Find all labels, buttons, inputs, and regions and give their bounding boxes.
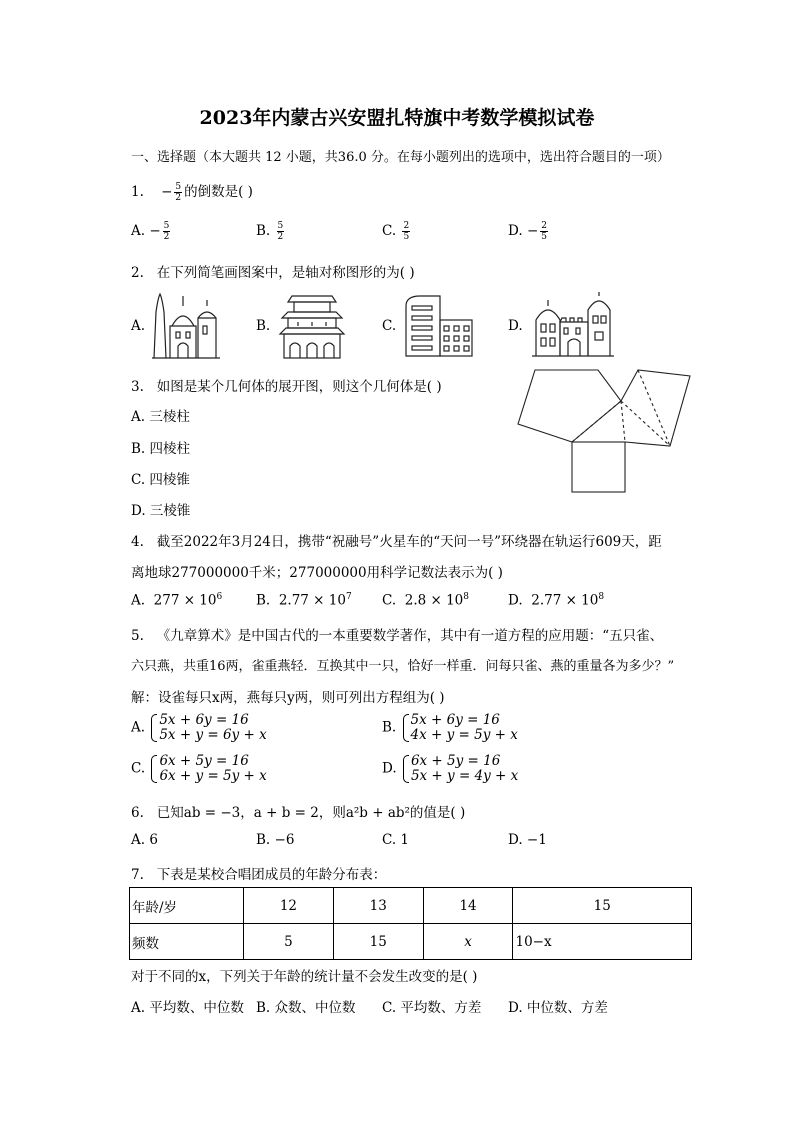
table-cell: 12 — [244, 888, 334, 924]
table-cell: 年龄/岁 — [130, 888, 244, 924]
table-cell: x — [423, 924, 513, 960]
q7-option-a[interactable]: A. 平均数、中位数 — [131, 1000, 244, 1016]
question-number: 1. — [131, 184, 144, 200]
q5-option-d[interactable]: D. 6x + 5y = 16 5x + y = 4y + x — [382, 753, 519, 784]
building-drawing-c[interactable] — [404, 292, 476, 360]
question-4-line2: 离地球277000000千米；277000000用科学记数法表示为( ) — [131, 565, 503, 581]
net-diagram — [525, 370, 695, 496]
question-5-line2: 六只燕，共重16两，雀重燕轻．互换其中一只，恰好一样重．问每只雀、燕的重量各为多少？” — [131, 659, 675, 674]
page-title: 2023年内蒙古兴安盟扎特旗中考数学模拟试卷 — [199, 107, 595, 129]
question-6: 6. 已知ab = −3，a + b = 2，则a²b + ab²的值是( ) — [131, 805, 466, 821]
question-stem: 在下列简笔画图案中，是轴对称图形的为( ) — [156, 265, 415, 281]
q1-option-b[interactable]: B. $\frac{5}{2}$ — [256, 221, 284, 242]
q2-option-a[interactable]: A. — [131, 318, 146, 334]
table-cell: 15 — [333, 924, 423, 960]
question-stem: 已知ab = −3，a + b = 2，则a²b + ab²的值是( ) — [156, 805, 466, 821]
q6-option-b[interactable]: B. −6 — [256, 832, 295, 848]
q1-option-a[interactable]: A. − $\frac{5}{2}$ — [131, 221, 170, 242]
q2-option-b[interactable]: B. — [256, 318, 271, 334]
net-square-base — [572, 442, 625, 492]
table-cell: 频数 — [130, 924, 244, 960]
net-edge — [621, 370, 690, 446]
castle-drawing-d[interactable] — [532, 292, 616, 360]
q1-option-d[interactable]: D. − $\frac{2}{5}$ — [508, 221, 547, 242]
table-row — [130, 924, 692, 960]
q6-option-a[interactable]: A. 6 — [131, 832, 158, 848]
q4-option-b[interactable]: B. $2.77 \times 10^7$ — [256, 592, 352, 609]
q7-option-b[interactable]: B. 众数、中位数 — [256, 1000, 356, 1016]
q2-option-c[interactable]: C. — [382, 318, 397, 334]
question-stem: 下表是某校合唱团成员的年龄分布表： — [156, 867, 387, 883]
q4-option-a[interactable]: A. $277 \times 10^6$ — [131, 592, 223, 609]
q7-option-c[interactable]: C. 平均数、方差 — [382, 1000, 482, 1016]
question-4-line1: 4. 截至2022年3月24日，携带“祝融号”火星车的“天问一号”环绕器在轨运行609天，距 — [131, 534, 662, 550]
age-table — [129, 887, 692, 960]
q7-option-d[interactable]: D. 中位数、方差 — [508, 1000, 608, 1016]
table-cell: 15 — [513, 888, 692, 924]
q3-option-c[interactable]: C. 四棱锥 — [131, 472, 190, 488]
net-edge — [518, 370, 621, 442]
q3-option-d[interactable]: D. 三棱锥 — [131, 503, 191, 519]
question-7: 7. 下表是某校合唱团成员的年龄分布表： — [131, 867, 387, 883]
temple-drawing-b[interactable] — [278, 292, 346, 360]
table-row — [130, 888, 692, 924]
table-cell: 10−x — [513, 924, 692, 960]
q5-option-b[interactable]: B. 5x + 6y = 16 4x + y = 5y + x — [382, 712, 518, 743]
q5-option-a[interactable]: A. 5x + 6y = 16 5x + y = 6y + x — [131, 712, 267, 743]
q3-option-b[interactable]: B. 四棱柱 — [131, 441, 191, 457]
q1-option-c[interactable]: C. $\frac{2}{5}$ — [382, 221, 410, 242]
question-2: 2. 在下列简笔画图案中，是轴对称图形的为( ) — [131, 265, 415, 281]
q2-option-d[interactable]: D. — [508, 318, 523, 334]
q5-option-c[interactable]: C. 6x + 5y = 16 6x + y = 5y + x — [131, 753, 267, 784]
stem-sign: − — [161, 184, 173, 200]
question-7-after: 对于不同的x，下列关于年龄的统计量不会发生改变的是( ) — [131, 969, 478, 985]
table-cell: 5 — [244, 924, 334, 960]
table-cell: 13 — [333, 888, 423, 924]
question-5-line1: 5. 《九章算术》是中国古代的一本重要数学著作，其中有一道方程的应用题：“五只雀、 — [131, 628, 664, 644]
question-stem: 如图是某个几何体的展开图，则这个几何体是( ) — [156, 379, 442, 395]
q6-option-d[interactable]: D. −1 — [508, 832, 547, 848]
q3-option-a[interactable]: A. 三棱柱 — [131, 409, 190, 425]
question-5-line3: 解：设雀每只x两，燕每只y两，则可列出方程组为( ) — [131, 690, 445, 706]
q6-option-c[interactable]: C. 1 — [382, 832, 410, 848]
section-heading: 一、选择题（本大题共 12 小题，共36.0 分。在每小题列出的选项中，选出符合题目的一项） — [131, 150, 670, 165]
castle-drawing-a[interactable] — [152, 292, 222, 360]
question-3: 3. 如图是某个几何体的展开图，则这个几何体是( ) — [131, 379, 442, 395]
fraction: $\frac{5}{2}$ — [175, 182, 182, 203]
question-1 — [131, 180, 253, 203]
question-stem: 的倒数是( ) — [184, 184, 253, 200]
table-cell: 14 — [423, 888, 513, 924]
q4-option-c[interactable]: C. $2.8 \times 10^8$ — [382, 592, 470, 609]
q4-option-d[interactable]: D. $2.77 \times 10^8$ — [508, 592, 605, 609]
